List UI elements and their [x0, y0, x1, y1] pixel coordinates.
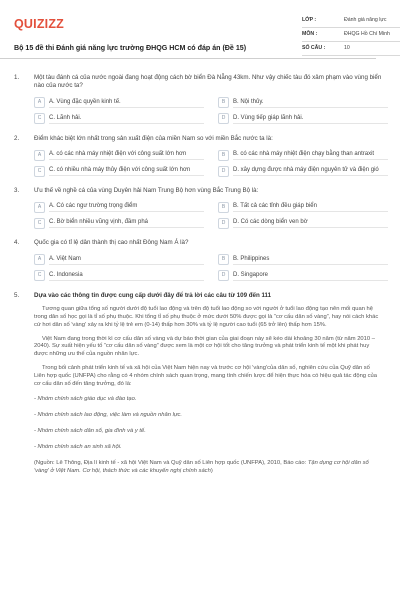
worksheet-header	[12, 14, 388, 72]
source-report-title: Tận dụng cơ hội dân số 'vàng' ở Việt Nam. Cơ hội, thách thức và các khuyến nghị chính sách	[34, 459, 369, 474]
header-divider	[0, 58, 376, 59]
option-text: B. Tất cả các tỉnh đều giáp biển	[233, 202, 388, 212]
option-letter-box: B	[218, 202, 229, 213]
quizizz-logo: QUIZIZZ	[14, 17, 65, 31]
option-text: C. Lãnh hải.	[49, 114, 204, 124]
option-letter-box: C	[34, 218, 45, 229]
option-letter-box: C	[34, 113, 45, 124]
question-text: Ưu thế về nghề cá của vùng Duyên hải Nam Trung Bộ hơn vùng Bắc Trung Bộ là:	[34, 187, 259, 195]
source-suffix: )	[210, 467, 213, 474]
option-letter-box: C	[34, 270, 45, 281]
meta-value: 10	[344, 44, 350, 51]
option-text: D. Singapore	[233, 271, 388, 281]
meta-key: MÔN :	[302, 30, 318, 37]
policy-bullet: - Nhóm chính sách giáo dục và đào tạo.	[34, 396, 137, 403]
option-d[interactable]	[218, 113, 388, 125]
answer-options	[34, 149, 388, 177]
option-text: D. Có các dòng biển ven bờ	[233, 218, 388, 228]
policy-bullet: - Nhóm chính sách an sinh xã hội.	[34, 443, 122, 450]
meta-row-class	[302, 14, 400, 28]
option-letter-box: C	[34, 166, 45, 177]
option-letter-box: D	[218, 270, 229, 281]
question-text: Điểm khác biệt lớn nhất trong sản xuất điện của miền Nam so với miền Bắc nước ta là:	[34, 134, 273, 142]
option-d[interactable]	[218, 165, 388, 177]
option-a[interactable]	[34, 254, 204, 266]
question-4	[12, 239, 388, 281]
passage-paragraph: Việt Nam đang trong thời kì cơ cấu dân số vàng và dự báo thời gian của giai đoạn này sẽ kéo dài khoảng 30 năm (từ năm 2010 – 2040). Sự xuất hiện yếu tố “cơ cấu dân số vàng” được xem là một cơ hội tốt cho tăng trưởng và phát triển kinh tế một khi phát huy được những ưu thế của nguồn nhân lực.	[34, 335, 375, 358]
option-letter-box: A	[34, 150, 45, 161]
option-letter-box: D	[218, 166, 229, 177]
option-letter-box: B	[218, 254, 229, 265]
meta-value: ĐHQG Hồ Chí Minh	[344, 30, 390, 37]
meta-row-question-count	[302, 42, 400, 56]
option-text: A. Vùng đặc quyền kinh tế.	[49, 98, 204, 108]
option-letter-box: D	[218, 113, 229, 124]
option-b[interactable]	[218, 201, 388, 213]
option-text: B. Philippines	[233, 255, 388, 265]
question-1	[12, 74, 388, 125]
option-d[interactable]	[218, 217, 388, 229]
question-number: 4.	[14, 239, 20, 247]
question-number: 2.	[14, 134, 20, 142]
option-letter-box: D	[218, 218, 229, 229]
option-d[interactable]	[218, 270, 388, 282]
source-prefix: (Nguồn: Lê Thông, Địa lí kinh tế - xã hội Việt Nam và Quỹ dân số Liên hợp quốc (UNFPA), 2010, Báo cáo:	[34, 459, 308, 466]
question-number: 5.	[14, 291, 20, 299]
option-text: D. Vùng tiếp giáp lãnh hải.	[233, 114, 388, 124]
option-text: A. Có các ngư trường trọng điểm	[49, 202, 204, 212]
passage-source	[34, 460, 388, 476]
policy-bullet: - Nhóm chính sách dân số, gia đình và y tế.	[34, 428, 146, 435]
meta-row-subject	[302, 28, 400, 42]
option-text: C. Bờ biển nhiều vũng vịnh, đầm phá	[49, 218, 204, 228]
question-5-passage	[12, 292, 388, 476]
option-text: C. có nhiều nhà máy thủy điện với công suất lớn hơn	[49, 166, 204, 176]
option-text: A. Việt Nam	[49, 255, 204, 265]
answer-options	[34, 97, 388, 125]
option-c[interactable]	[34, 217, 204, 229]
option-b[interactable]	[218, 149, 388, 161]
option-b[interactable]	[218, 97, 388, 109]
passage-paragraph: Trong bối cảnh phát triển kinh tế và xã hội của Việt Nam hiện nay và trước cơ hội 'vàng'của dân số, nghiên cứu của Quỹ dân số Liên hợp quốc (UNFPA) cho rằng có 4 nhóm chính sách quan trọng, mang tính chiến lược để hiện thực hóa có hiệu quả tác động của cơ cấu dân số đến tăng trưởng, đó là:	[34, 365, 377, 387]
option-c[interactable]	[34, 270, 204, 282]
question-number: 3.	[14, 187, 20, 195]
option-letter-box: B	[218, 150, 229, 161]
passage-heading: Dựa vào các thông tin được cung cấp dưới đây để trả lời các câu từ 109 đến 111	[34, 291, 272, 299]
option-a[interactable]	[34, 149, 204, 161]
passage-paragraph: Tương quan giữa tổng số người dưới độ tuổi lao động và trên độ tuổi lao động so với người ở tuổi lao động tạo nên mối quan hệ trong dân số học gọi là tỉ số phụ thuộc. Khi tổng tỉ số phụ thuộc ở mức dưới 50% được gọi là “cơ cấu dân số vàng”, hay nói cách khác cứ hơi dân số 'vàng' xảy ra khi tỷ lệ trẻ em (0-14) thấp hơn 30% và tỷ lệ người cao tuổi (65 trở lên) thấp hơn 15%.	[34, 306, 379, 328]
option-text: D. xây dựng được nhà máy điện nguyên tử và điện gió	[233, 166, 388, 176]
meta-value: Đánh giá năng lực	[344, 16, 387, 23]
option-b[interactable]	[218, 254, 388, 266]
option-text: A. có các nhà máy nhiệt điện với công suất lớn hơn	[49, 150, 204, 160]
meta-key: SỐ CÂU :	[302, 44, 326, 51]
question-text: Quốc gia có tỉ lệ dân thành thị cao nhất Đông Nam Á là?	[34, 239, 189, 247]
option-c[interactable]	[34, 165, 204, 177]
option-letter-box: A	[34, 254, 45, 265]
option-text: B. Nội thủy.	[233, 98, 388, 108]
question-3	[12, 187, 388, 229]
worksheet-title: Bộ 15 đề thi Đánh giá năng lực trường ĐHQG HCM có đáp án (Đề 15)	[14, 44, 247, 52]
answer-options	[34, 201, 388, 229]
option-c[interactable]	[34, 113, 204, 125]
option-letter-box: A	[34, 202, 45, 213]
option-text: B. có các nhà máy nhiệt điện chạy bằng than antraxit	[233, 150, 388, 160]
option-text: C. Indonesia	[49, 271, 204, 281]
meta-key: LỚP :	[302, 16, 317, 23]
option-letter-box: B	[218, 97, 229, 108]
option-a[interactable]	[34, 97, 204, 109]
question-list	[12, 74, 388, 485]
question-number: 1.	[14, 74, 20, 81]
policy-bullet: - Nhóm chính sách lao động, việc làm và nguồn nhân lực.	[34, 412, 183, 419]
question-2	[12, 135, 388, 177]
answer-options	[34, 254, 388, 282]
option-letter-box: A	[34, 97, 45, 108]
question-text: Một tàu đánh cá của nước ngoài đang hoạt động cách bờ biển Đà Nẵng 43km. Như vậy chiếc tàu đó xâm phạm vào vùng biển nào của nước ta?	[34, 74, 382, 90]
option-a[interactable]	[34, 201, 204, 213]
worksheet-meta	[302, 14, 400, 56]
